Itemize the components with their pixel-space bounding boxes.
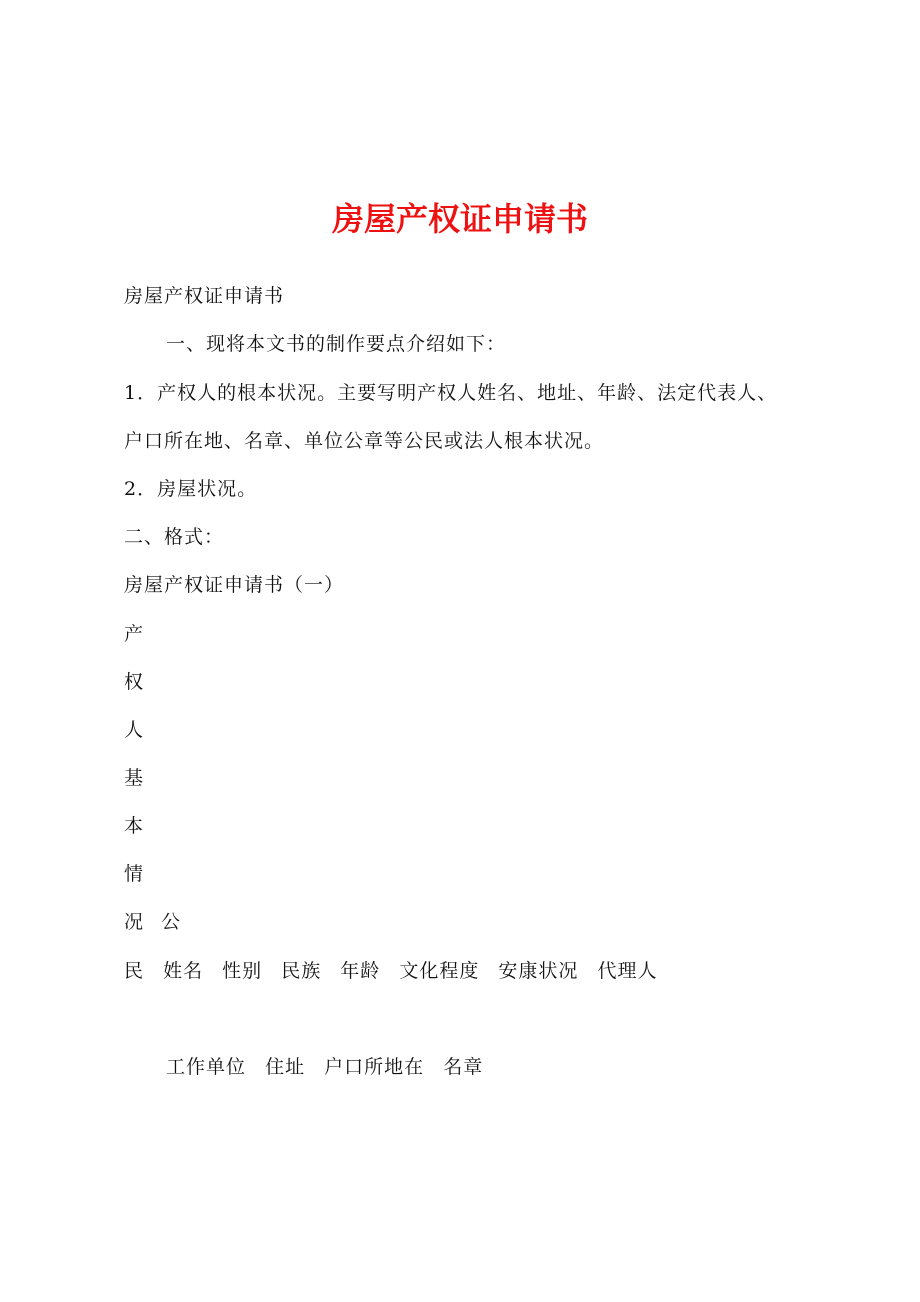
field-health: 安康状况 xyxy=(498,960,579,982)
vertical-label-char: 情 xyxy=(124,863,145,885)
item-1-line-2: 户口所在地、名章、单位公章等公民或法人根本状况。 xyxy=(124,430,605,452)
field-address: 住址 xyxy=(265,1056,306,1078)
field-household-registration: 户口所地在 xyxy=(324,1056,425,1078)
field-gender: 性别 xyxy=(222,960,263,982)
item-2: 2．房屋状况。 xyxy=(124,478,258,500)
side-char-min: 民 xyxy=(124,960,145,982)
field-age: 年龄 xyxy=(340,960,381,982)
form-row-1 xyxy=(124,957,657,985)
item-1-line-1: 1．产权人的根本状况。主要写明产权人姓名、地址、年龄、法定代表人、 xyxy=(124,382,778,404)
vertical-label-char: 本 xyxy=(124,815,145,837)
form-title: 房屋产权证申请书（一） xyxy=(124,574,345,596)
form-row-2 xyxy=(166,1053,483,1081)
vertical-label-char: 权 xyxy=(124,671,145,693)
vertical-label-row xyxy=(124,908,181,936)
field-seal: 名章 xyxy=(443,1056,484,1078)
field-name: 姓名 xyxy=(163,960,204,982)
vertical-label-char: 产 xyxy=(124,623,145,645)
side-char-gong: 公 xyxy=(161,911,182,933)
vertical-label-char: 基 xyxy=(124,767,145,789)
format-heading: 二、格式： xyxy=(124,526,225,548)
vertical-label-char: 人 xyxy=(124,719,145,741)
field-education: 文化程度 xyxy=(399,960,480,982)
intro-paragraph: 一、现将本文书的制作要点介绍如下： xyxy=(166,333,507,355)
field-agent: 代理人 xyxy=(597,960,658,982)
vertical-label-char: 况 xyxy=(124,911,145,933)
field-ethnicity: 民族 xyxy=(281,960,322,982)
document-title: 房屋产权证申请书 xyxy=(331,200,588,238)
document-heading: 房屋产权证申请书 xyxy=(124,285,285,307)
field-workplace: 工作单位 xyxy=(166,1056,247,1078)
